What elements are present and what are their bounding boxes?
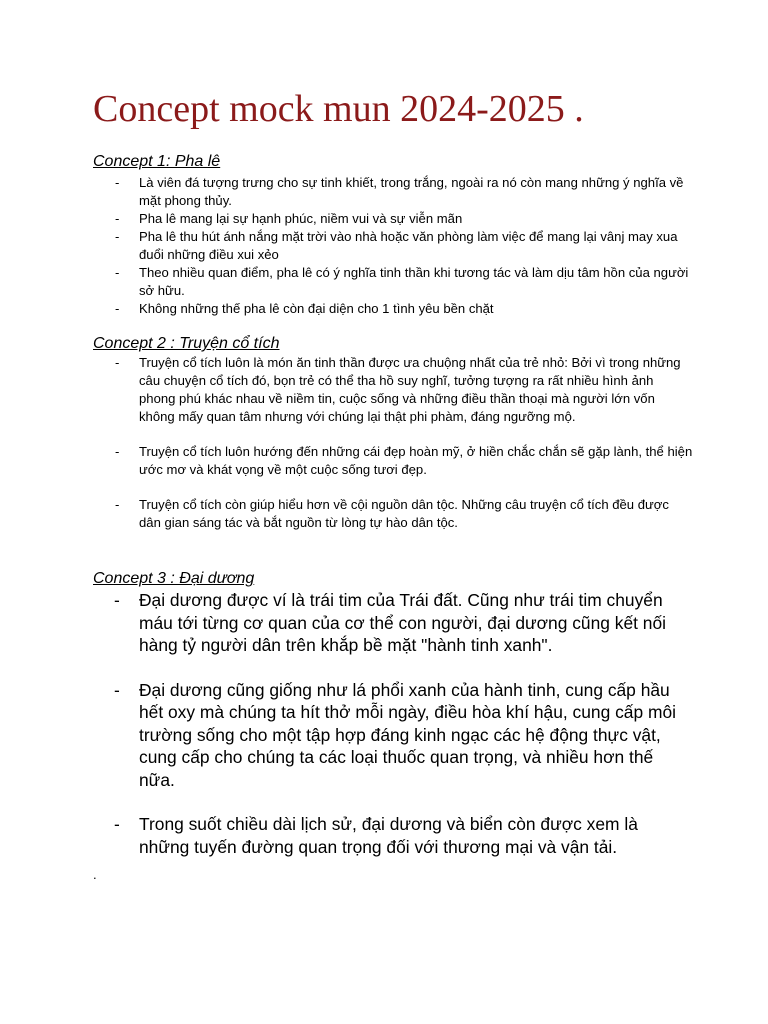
section-concept-2 <box>93 335 693 532</box>
list-item-text: Là viên đá tượng trưng cho sự tinh khiết, trong trắng, ngoài ra nó còn mang những ý nghĩa về mặt phong thủy. <box>139 175 684 208</box>
bullet-dash: - <box>114 590 120 610</box>
bullet-list <box>93 174 693 318</box>
section-concept-3 <box>93 570 693 858</box>
list-item <box>93 300 693 318</box>
list-item-text: Pha lê mang lại sự hạnh phúc, niềm vui và sự viễn mãn <box>139 211 463 226</box>
list-item-text: Truyện cổ tích luôn là món ăn tinh thần được ưa chuộng nhất của trẻ nhỏ: Bởi vì trong những câu chuyện cổ tích đó, bọn trẻ có thể tha hồ suy nghĩ, tưởng tượng ra rất nhiều hình ảnh phong phú khác nhau về niềm tin, cuộc sống và những điều thần thoại mà người lớn vốn không mấy quan tâm nhưng với chúng lại thật phi phàm, đáng ngưỡng mộ. <box>139 355 681 424</box>
list-item-text: Truyện cổ tích còn giúp hiểu hơn về cội nguồn dân tộc. Những câu truyện cổ tích đều được dân gian sáng tác và bắt nguồn từ lòng tự hào dân tộc. <box>139 497 669 530</box>
bullet-dash: - <box>115 211 120 226</box>
list-item <box>93 589 693 657</box>
section-concept-1 <box>93 153 693 318</box>
list-item <box>93 264 693 300</box>
bullet-dash: - <box>115 229 120 244</box>
list-item-text: Đại dương được ví là trái tim của Trái đất. Cũng như trái tim chuyển máu tới từng cơ quan của cơ thể con người, đại dương cũng kết nối hàng tỷ người dân trên khắp bề mặt "hành tinh xanh". <box>139 590 667 655</box>
section-heading: Concept 3 : Đại dương <box>93 570 255 587</box>
bullet-list <box>93 354 693 532</box>
bullet-dash: - <box>115 175 120 190</box>
list-item-text: Pha lê thu hút ánh nắng mặt trời vào nhà hoặc văn phòng làm việc để mang lại vânj may xua đuổi những điều xui xẻo <box>139 229 678 262</box>
list-item <box>93 228 693 264</box>
list-item <box>93 354 693 426</box>
section-heading: Concept 2 : Truyện cổ tích <box>93 335 280 352</box>
list-item-text: Truyện cổ tích luôn hướng đến những cái đẹp hoàn mỹ, ở hiền chắc chắn sẽ gặp lành, thể hiện ước mơ và khát vọng về một cuộc sống tươi đẹp. <box>139 444 693 477</box>
bullet-dash: - <box>115 265 120 280</box>
document-title: Concept mock mun 2024-2025 . <box>93 88 584 130</box>
bullet-dash: - <box>114 679 120 700</box>
list-item-text: Không những thế pha lê còn đại diện cho 1 tình yêu bền chặt <box>139 301 494 316</box>
list-item <box>93 210 693 228</box>
list-item-text: Trong suốt chiều dài lịch sử, đại dương và biển còn được xem là những tuyến đường quan trọng đối với thương mại và vận tải. <box>139 814 638 857</box>
bullet-dash: - <box>114 814 120 834</box>
list-item <box>93 443 693 479</box>
bullet-list <box>93 589 693 858</box>
bullet-dash: - <box>115 301 120 316</box>
trailing-mark: . <box>93 867 97 882</box>
list-item <box>93 496 693 532</box>
list-item <box>93 679 693 792</box>
bullet-dash: - <box>115 355 120 370</box>
list-item-text: Đại dương cũng giống như lá phổi xanh của hành tinh, cung cấp hầu hết oxy mà chúng ta hít thở mỗi ngày, điều hòa khí hậu, cung cấp môi trường sống cho một tập hợp đáng kinh ngạc các hệ động thực vật, cung cấp cho chúng ta các loại thuốc quan trọng, và nhiều hơn thế nữa. <box>139 679 676 790</box>
list-item <box>93 813 693 858</box>
bullet-dash: - <box>115 497 120 512</box>
list-item <box>93 174 693 210</box>
section-heading: Concept 1: Pha lê <box>93 153 221 170</box>
list-item-text: Theo nhiều quan điểm, pha lê có ý nghĩa tinh thần khi tương tác và làm dịu tâm hồn của người sở hữu. <box>139 265 689 298</box>
bullet-dash: - <box>115 444 120 459</box>
